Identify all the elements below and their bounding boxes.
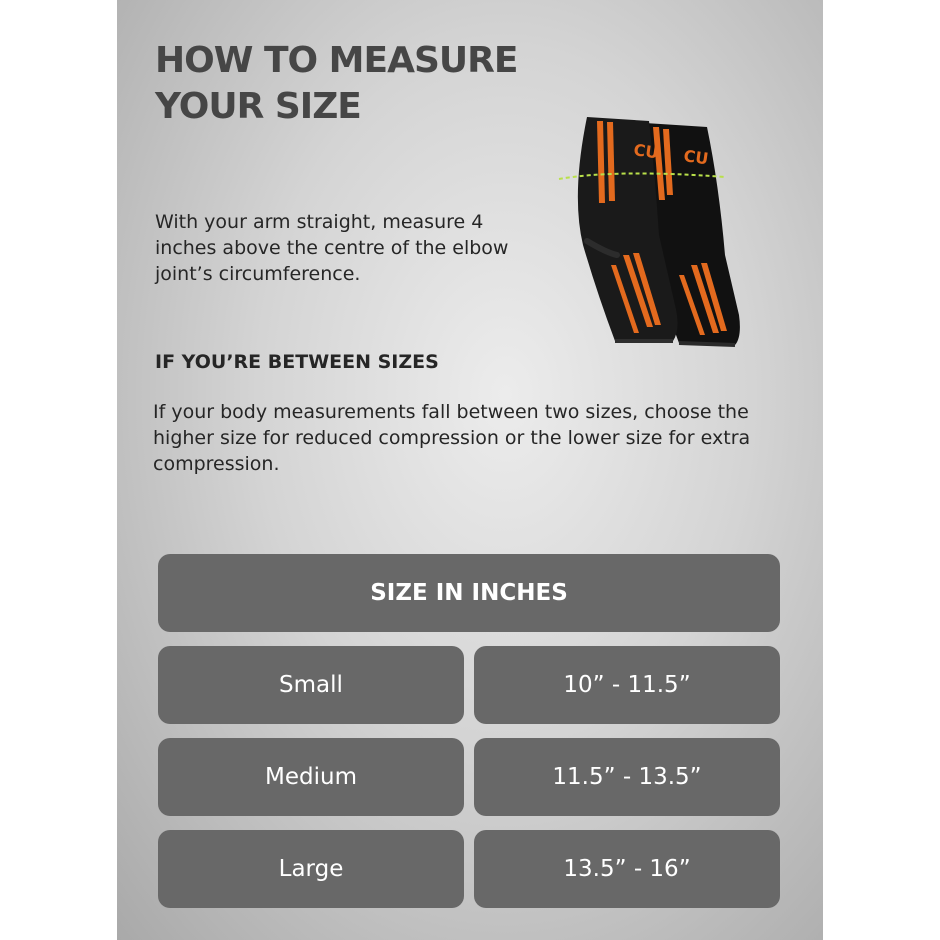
brand-text-front: CU [632, 140, 660, 163]
size-guide-panel [117, 0, 823, 940]
size-range-medium: 11.5” - 13.5” [474, 738, 780, 816]
measure-instruction: With your arm straight, measure 4 inches above the centre of the elbow joint’s circumference. [155, 211, 509, 285]
size-table-header: SIZE IN INCHES [158, 554, 780, 632]
brand-text-back: CU [682, 146, 710, 169]
between-sizes-heading: IF YOU’RE BETWEEN SIZES [155, 351, 439, 373]
title-line-2: YOUR SIZE [155, 86, 361, 127]
elbow-sleeve-image [557, 105, 757, 360]
size-label-medium: Medium [158, 738, 464, 816]
title-line-1: HOW TO MEASURE [155, 40, 518, 81]
size-label-large: Large [158, 830, 464, 908]
size-range-small: 10” - 11.5” [474, 646, 780, 724]
page-title [155, 38, 517, 130]
size-range-large: 13.5” - 16” [474, 830, 780, 908]
size-label-small: Small [158, 646, 464, 724]
between-sizes-text: If your body measurements fall between two sizes, choose the higher size for reduced compression or the lower size for extra compression. [153, 401, 751, 475]
